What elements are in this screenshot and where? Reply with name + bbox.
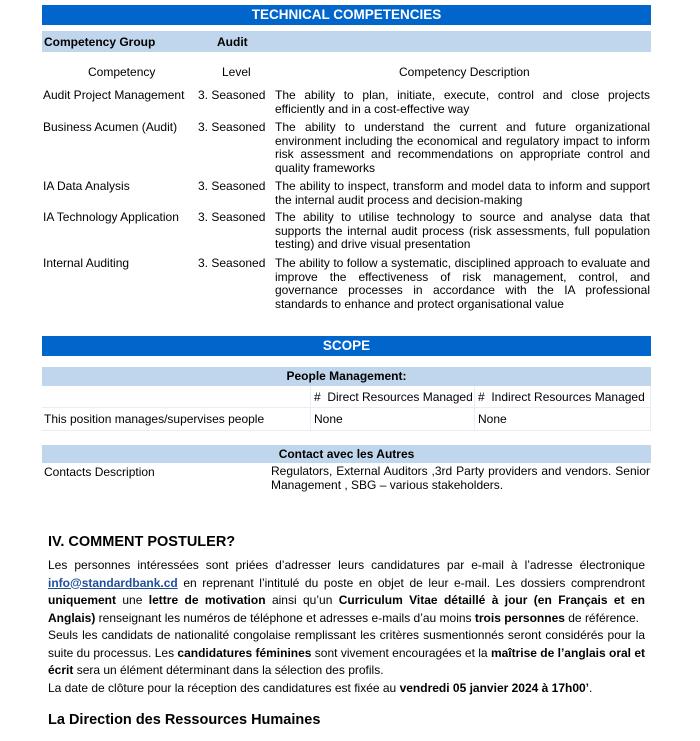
email-link[interactable]: info@standardbank.cd <box>48 575 178 590</box>
bold-text: candidatures féminines <box>177 645 312 660</box>
table-divider <box>42 430 651 431</box>
competency-level: 3. Seasoned <box>198 179 266 193</box>
competency-group-value: Audit <box>217 35 248 49</box>
table-divider <box>650 386 651 431</box>
indirect-resources-value: None <box>478 412 507 426</box>
application-instructions-paragraph <box>48 557 645 627</box>
competency-level: 3. Seasoned <box>198 210 266 224</box>
competency-name: Business Acumen (Audit) <box>43 120 178 134</box>
bold-text: Curriculum Vitae détaillé à jour (en Français et en Anglais) <box>48 593 645 625</box>
text: sont vivement encouragées et la <box>311 645 491 660</box>
contacts-description-label: Contacts Description <box>44 465 155 479</box>
text: de référence. <box>564 610 639 625</box>
competency-group-label: Competency Group <box>44 35 156 49</box>
indirect-resources-header: # Indirect Resources Managed <box>478 390 645 404</box>
column-header-level: Level <box>222 65 251 79</box>
direct-resources-header: # Direct Resources Managed <box>314 390 473 404</box>
competency-level: 3. Seasoned <box>198 120 266 134</box>
competency-level: 3. Seasoned <box>198 88 266 102</box>
column-header-competency: Competency <box>88 65 156 79</box>
text: Les personnes intéressées sont priées d’adresser leurs candidatures par e-mail à l’adresse électronique <box>48 558 645 572</box>
competency-description: The ability to understand the current and future organizational environment including the economical and regulatory impact to inform risk assessment and recommendations on appropriate control and quality frameworks <box>275 120 650 175</box>
competency-name: IA Technology Application <box>43 210 179 224</box>
text: sera un élément déterminant dans la sélection des profils. <box>73 663 384 677</box>
deadline-paragraph <box>48 680 645 698</box>
competency-description: The ability to utilise technology to source and analyse data that supports the internal audit process (risk assessments, full population testing) and drive visual presentation <box>275 210 650 252</box>
bold-text: trois personnes <box>474 610 565 625</box>
eligibility-paragraph <box>48 627 645 680</box>
text: . <box>589 681 593 695</box>
bold-text: uniquement <box>48 593 116 607</box>
scope-header: SCOPE <box>42 336 651 356</box>
table-divider <box>42 407 651 408</box>
column-header-description: Competency Description <box>399 65 530 79</box>
technical-competencies-header: TECHNICAL COMPETENCIES <box>42 5 651 25</box>
people-management-header: People Management: <box>42 367 651 386</box>
how-to-apply-heading: IV. COMMENT POSTULER? <box>48 534 236 550</box>
direct-resources-value: None <box>314 412 343 426</box>
signature: La Direction des Ressources Humaines <box>48 712 321 728</box>
contacts-description-value: Regulators, External Auditors ,3rd Party providers and vendors. Senior Management , SBG – various stakeholders. <box>271 464 650 492</box>
competency-name: Internal Auditing <box>43 256 130 270</box>
manages-people-label: This position manages/supervises people <box>44 412 265 426</box>
text: ainsi qu’un <box>265 593 339 607</box>
text: une <box>116 593 149 607</box>
bold-text: maîtrise de l’anglais oral et écrit <box>48 645 646 677</box>
competency-description: The ability to follow a systematic, disciplined approach to evaluate and improve the effectiveness of risk management, control, and governance processes in accordance with the IA professional standards to enhance and protect organisational value <box>275 256 650 311</box>
text: en reprenant l’intitulé du poste en objet de leur e-mail. Les dossiers comprendront <box>177 575 645 590</box>
table-divider <box>310 386 311 431</box>
competency-name: IA Data Analysis <box>43 179 130 193</box>
contacts-header: Contact avec les Autres <box>42 445 651 463</box>
bold-text: lettre de motivation <box>148 593 266 607</box>
competency-description: The ability to inspect, transform and model data to inform and support the internal audit process and decision-making <box>275 179 650 207</box>
competency-name: Audit Project Management <box>43 88 185 102</box>
competency-description: The ability to plan, initiate, execute, control and close projects efficiently and in a cost-effective way <box>275 88 650 116</box>
text: renseignant les numéros de téléphone et adresses e-mails d’au moins <box>95 610 475 625</box>
table-divider <box>474 386 475 431</box>
competency-level: 3. Seasoned <box>198 256 266 270</box>
competency-group-row <box>42 31 651 52</box>
text: Seuls les candidats de nationalité congolaise remplissant les critères susmentionnés seront considérés pour la suite du processus. Les <box>48 628 645 660</box>
text: La date de clôture pour la réception des candidatures est fixée au <box>48 681 400 695</box>
bold-text: vendredi 05 janvier 2024 à 17h00’ <box>399 681 590 695</box>
